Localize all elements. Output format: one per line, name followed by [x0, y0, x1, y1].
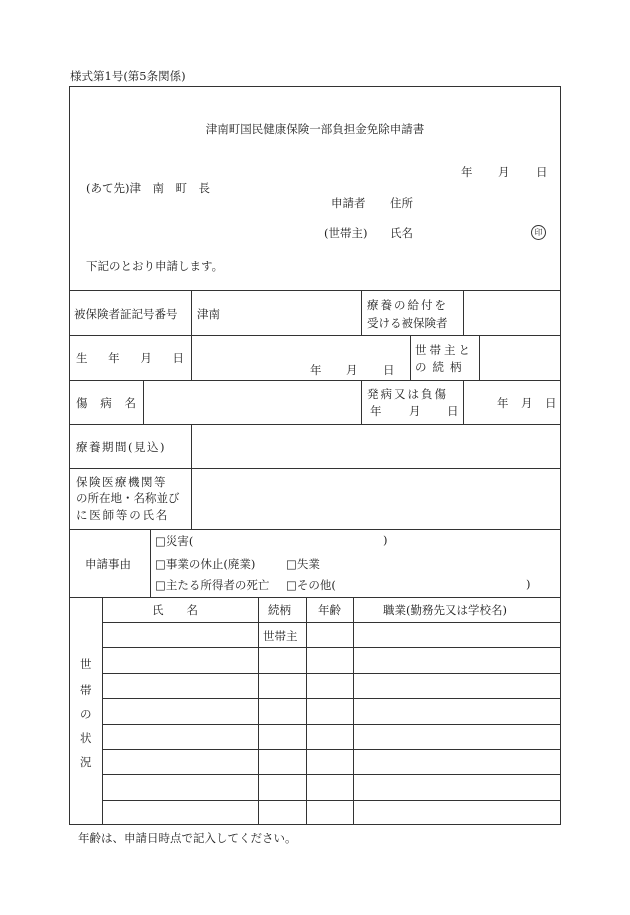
onset-year-unit: 年: [497, 396, 509, 410]
household-row-divider: [102, 622, 561, 623]
col-divider: [191, 290, 192, 380]
row-divider: [69, 424, 561, 425]
disease-name-label: [76, 395, 136, 411]
intro-text: 下記のとおり申請します。: [86, 259, 224, 273]
addressee: (あて先)津 南 町 長: [86, 181, 210, 195]
household-side-divider: [102, 597, 103, 825]
reason-business-closure[interactable]: □事業の休止(廃業): [155, 557, 256, 571]
birth-month-unit: 月: [346, 363, 358, 377]
onset-label-month: 月: [409, 404, 421, 418]
household-col-divider: [353, 597, 354, 825]
insured-cert-value: 津南: [197, 307, 220, 321]
hospital-label-3: に医師等の氏名: [76, 508, 170, 522]
household-row-divider: [102, 749, 561, 750]
household-head-label: (世帯主): [324, 226, 368, 240]
date-year-label: 年: [461, 165, 473, 179]
household-side-char: 況: [80, 755, 92, 769]
household-row-divider: [102, 673, 561, 674]
birth-day-unit: 日: [383, 363, 395, 377]
row-divider: [69, 468, 561, 469]
reason-unemployment[interactable]: □失業: [286, 557, 320, 571]
reason-other[interactable]: □その他(: [286, 578, 336, 592]
reason-earner-death[interactable]: □主たる所得者の死亡: [155, 578, 270, 592]
reason-label: 申請事由: [85, 557, 131, 571]
birth-year-unit: 年: [310, 363, 322, 377]
birth-date-label: [76, 350, 184, 366]
hospital-label-2: の所在地・名称並び: [76, 491, 180, 505]
care-receiver-label-1: 療養の給付を: [367, 298, 448, 312]
col-divider: [150, 529, 151, 597]
household-col-relation: 続柄: [268, 603, 291, 617]
reason-other-close: ): [526, 577, 531, 591]
insured-cert-label: 被保険者証記号番号: [74, 307, 178, 321]
form-title: 津南町国民健康保険一部負担金免除申請書: [205, 122, 425, 136]
reason-disaster-close: ): [383, 533, 388, 547]
col-divider: [191, 424, 192, 529]
household-row-divider: [102, 647, 561, 648]
col-divider: [361, 290, 362, 335]
name-label: 氏名: [390, 226, 413, 240]
row-divider: [69, 335, 561, 336]
household-col-divider: [306, 597, 307, 825]
col-divider: [361, 380, 362, 424]
household-row-divider: [102, 800, 561, 801]
household-row-divider: [102, 724, 561, 725]
household-side-char: の: [80, 707, 92, 721]
household-col-age: 年齢: [318, 603, 341, 617]
relation-label-1: 世帯主と: [415, 343, 473, 357]
birth-char: 日: [172, 351, 184, 365]
row-divider: [69, 529, 561, 530]
disease-char: 名: [124, 396, 136, 410]
col-divider: [463, 380, 464, 424]
date-day-label: 日: [536, 165, 548, 179]
applicant-label: 申請者: [331, 196, 366, 210]
col-divider: [463, 290, 464, 335]
hospital-label-1: 保険医療機関等: [76, 475, 167, 489]
reason-disaster[interactable]: □災害(: [155, 534, 194, 548]
household-side-char: 状: [80, 731, 92, 745]
footer-note: 年齢は、申請日時点で記入してください。: [78, 831, 297, 845]
care-receiver-label-2: 受ける被保険者: [367, 316, 448, 330]
household-col-occupation: 職業(勤務先又は学校名): [383, 603, 507, 617]
relation-label-2: の続柄: [415, 360, 468, 374]
household-side-char: 世: [80, 657, 92, 671]
col-divider: [143, 380, 144, 424]
onset-label-year: 年: [370, 404, 382, 418]
care-period-label: 療養期間(見込): [76, 440, 166, 454]
onset-month-unit: 月: [521, 396, 533, 410]
form-number: 様式第1号(第5条関係): [70, 69, 186, 83]
onset-day-unit: 日: [545, 396, 557, 410]
row-divider: [69, 290, 561, 291]
household-col-name: 氏 名: [152, 603, 198, 617]
col-divider: [479, 335, 480, 380]
onset-label-1: 発病又は負傷: [367, 387, 448, 401]
onset-label-day: 日: [447, 404, 459, 418]
disease-char: 病: [100, 396, 112, 410]
date-month-label: 月: [498, 165, 510, 179]
address-label: 住所: [390, 196, 413, 210]
disease-char: 傷: [76, 396, 88, 410]
col-divider: [410, 335, 411, 380]
household-row-divider: [102, 774, 561, 775]
household-row-divider: [102, 698, 561, 699]
row-divider: [69, 597, 561, 598]
household-col-divider: [258, 597, 259, 825]
seal-mark: 印: [531, 225, 546, 240]
household-side-char: 帯: [80, 683, 92, 697]
birth-char: 年: [108, 351, 120, 365]
application-form: [69, 86, 561, 825]
household-first-relation: 世帯主: [263, 629, 298, 643]
birth-char: 月: [140, 351, 152, 365]
birth-char: 生: [76, 351, 88, 365]
